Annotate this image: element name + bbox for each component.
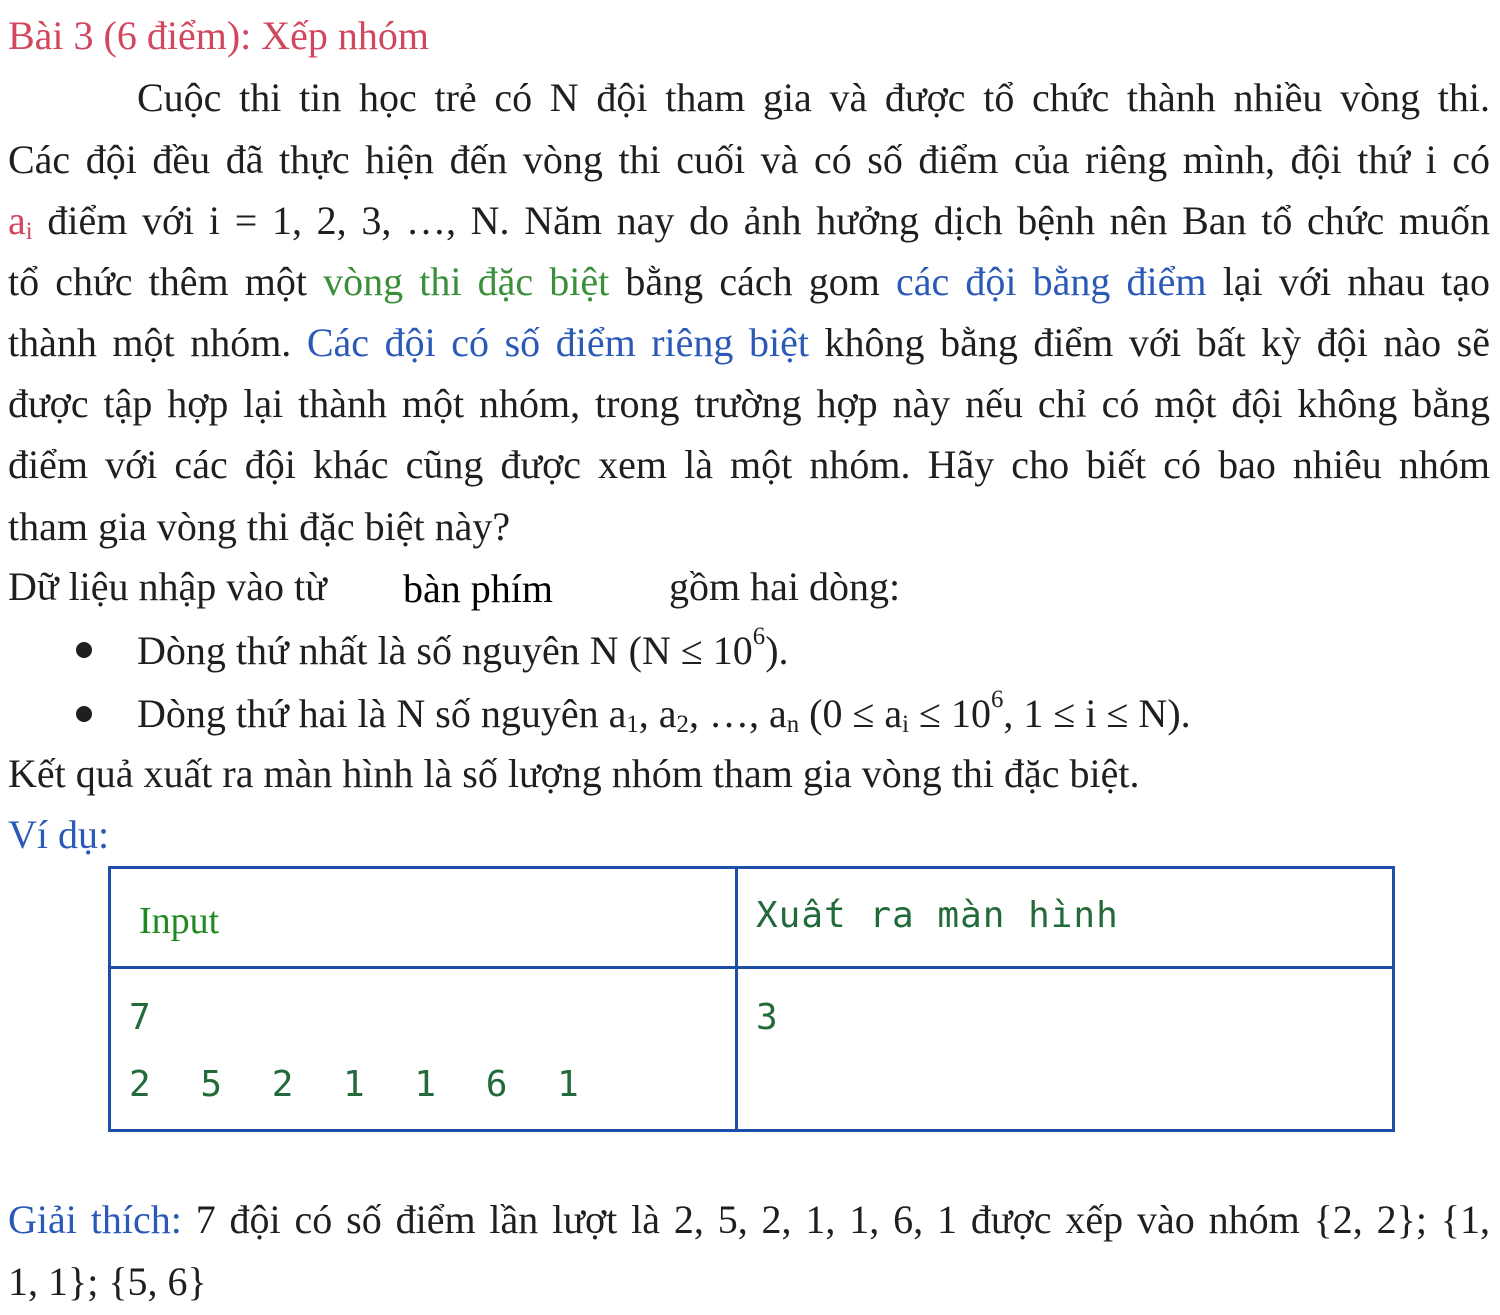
paragraph-line-2: Các đội đều đã thực hiện đến vòng thi cuối và có số điểm của riêng mình, đội thứ i có xyxy=(8,137,1490,182)
table-row xyxy=(110,968,1394,1131)
header-output-cell xyxy=(737,868,1394,968)
highlight-distinct-teams: Các đội có số điểm riêng biệt xyxy=(306,320,809,365)
explanation-line-2: 1, 1}; {5, 6} xyxy=(8,1259,207,1304)
bullet-dot xyxy=(76,706,92,722)
paragraph-line-6: được tập hợp lại thành một nhóm, trong trường hợp này nếu chỉ có một đội không bằng xyxy=(8,381,1490,426)
bullet-line-2: Dòng thứ hai là N số nguyên $a_1$, $a_2$, …, $a_n$ ($0 \le a_i \le 10^6$, 1 ≤ i ≤ N). xyxy=(137,686,1191,738)
paragraph-line-4: tổ chức thêm một vòng thi đặc biệt bằng cách gom các đội bằng điểm lại với nhau tạo xyxy=(8,259,1491,304)
header-input-cell xyxy=(110,868,737,968)
input-cell xyxy=(110,968,737,1131)
input-line-1: 7 xyxy=(129,997,151,1038)
input-desc-a: Dữ liệu nhập vào từ xyxy=(8,564,327,609)
paragraph-line-5: thành một nhóm. Các đội có số điểm riêng biệt không bằng điểm với bất kỳ đội nào sẽ xyxy=(8,320,1490,365)
explanation-line-1: Giải thích: 7 đội có số điểm lần lượt là 2, 5, 2, 1, 1, 6, 1 được xếp vào nhóm {2, 2}; {1, xyxy=(8,1197,1490,1242)
header-input-label: Input xyxy=(139,900,220,942)
highlight-equal-teams: các đội bằng điểm xyxy=(895,259,1207,304)
paragraph-line-1: Cuộc thi tin học trẻ có N đội tham gia và được tổ chức thành nhiều vòng thi. xyxy=(137,75,1490,120)
output-description: Kết quả xuất ra màn hình là số lượng nhóm tham gia vòng thi đặc biệt. xyxy=(8,751,1140,796)
paragraph-line-8: tham gia vòng thi đặc biệt này? xyxy=(8,504,511,549)
output-cell xyxy=(737,968,1394,1131)
output-line-1: 3 xyxy=(756,997,778,1038)
paragraph-line-7: điểm với các đội khác cũng được xem là một nhóm. Hãy cho biết có bao nhiêu nhóm xyxy=(8,442,1490,487)
bullet-dot xyxy=(76,642,92,658)
problem-title: Bài 3 (6 điểm): Xếp nhóm xyxy=(8,13,430,58)
input-line-2: 2 5 2 1 1 6 1 xyxy=(129,1064,593,1105)
table-header-row xyxy=(110,868,1394,968)
paragraph-line-3: $a_i$ điểm với i = 1, 2, 3, …, N. Năm nay do ảnh hưởng dịch bệnh nên Ban tổ chức muốn xyxy=(8,198,1490,245)
highlight-special-round: vòng thi đặc biệt xyxy=(323,259,610,304)
input-desc-keyboard: bàn phím xyxy=(403,566,553,611)
header-output-label: Xuất ra màn hình xyxy=(756,895,1119,936)
input-desc-c: gồm hai dòng: xyxy=(669,564,901,609)
variable-a-i: $a_i$ xyxy=(8,198,33,245)
bullet-line-1: Dòng thứ nhất là số nguyên N $(N \le 10^6)$. xyxy=(137,623,789,673)
example-table xyxy=(108,866,1395,1132)
example-label: Ví dụ: xyxy=(8,812,110,857)
explanation-label: Giải thích: xyxy=(8,1197,182,1242)
